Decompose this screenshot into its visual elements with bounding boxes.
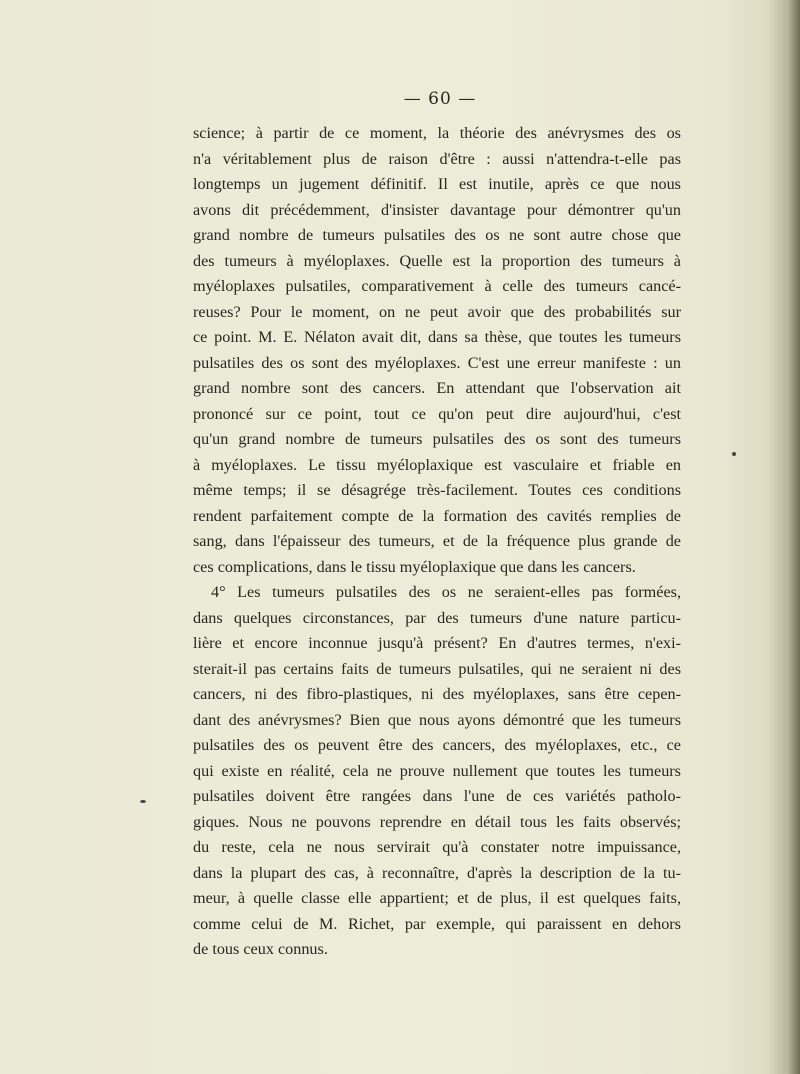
ink-spot <box>732 452 736 456</box>
text-line: qui existe en réalité, cela ne prouve nullement que toutes les tumeurs <box>193 761 681 780</box>
text-line: cancers, ni des fibro-plastiques, ni des myéloplaxes, sans être cepen- <box>193 685 681 703</box>
text-line: n'a véritablement plus de raison d'être : aussi n'attendra-t-elle pas <box>193 149 681 168</box>
text-line: longtemps un jugement définitif. Il est inutile, après ce que nous <box>193 175 681 193</box>
text-line: 4° Les tumeurs pulsatiles des os ne seraient-elles pas formées, <box>211 583 681 601</box>
text-line: pulsatiles doivent être rangées dans l'une de ces variétés patholo- <box>193 787 681 805</box>
text-line: ces complications, dans le tissu myéloplaxique que dans les cancers. <box>193 557 636 576</box>
text-line: des tumeurs à myéloplaxes. Quelle est la proportion des tumeurs à <box>193 251 681 270</box>
text-line: sterait-il pas certains faits de tumeurs pulsatiles, qui ne seraient ni des <box>193 659 681 678</box>
text-line: grand nombre sont des cancers. En attendant que l'observation ait <box>193 379 681 397</box>
text-line: giques. Nous ne pouvons reprendre en détail tous les faits observés; <box>193 812 681 831</box>
text-line: lière et encore inconnue jusqu'à présent? En d'autres termes, n'exi- <box>193 634 681 652</box>
text-line: grand nombre de tumeurs pulsatiles des os ne sont autre chose que <box>193 226 681 244</box>
text-line: myéloplaxes pulsatiles, comparativement à celle des tumeurs cancé- <box>193 277 681 295</box>
body-text <box>193 121 681 963</box>
text-line: science; à partir de ce moment, la théorie des anévrysmes des os <box>193 124 681 142</box>
text-line: meur, à quelle classe elle appartient; et de plus, il est quelques faits, <box>193 889 681 907</box>
text-line: ce point. M. E. Nélaton avait dit, dans sa thèse, que toutes les tumeurs <box>193 328 681 346</box>
text-line: même temps; il se désagrége très-facilement. Toutes ces conditions <box>193 481 681 499</box>
text-line: dant des anévrysmes? Bien que nous ayons démontré que les tumeurs <box>193 710 681 729</box>
text-line: dans la plupart des cas, à reconnaître, d'après la description de la tu- <box>193 863 681 882</box>
text-line: rendent parfaitement compte de la formation des cavités remplies de <box>193 506 681 525</box>
text-line: du reste, cela ne nous servirait qu'à constater notre impuissance, <box>193 838 681 856</box>
text-line: avons dit précédemment, d'insister davantage pour démontrer qu'un <box>193 200 681 219</box>
text-line: qu'un grand nombre de tumeurs pulsatiles des os sont des tumeurs <box>193 430 681 448</box>
text-line: pulsatiles des os sont des myéloplaxes. C'est une erreur manifeste : un <box>193 353 681 372</box>
text-line: prononcé sur ce point, tout ce qu'on peut dire aujourd'hui, c'est <box>193 404 681 423</box>
text-line: reuses? Pour le moment, on ne peut avoir que des probabilités sur <box>193 302 681 321</box>
text-line: à myéloplaxes. Le tissu myéloplaxique est vasculaire et friable en <box>193 455 681 474</box>
text-line: de tous ceux connus. <box>193 940 328 958</box>
text-line: sang, dans l'épaisseur des tumeurs, et de la fréquence plus grande de <box>193 532 681 550</box>
text-line: pulsatiles des os peuvent être des cancers, des myéloplaxes, etc., ce <box>193 736 681 754</box>
page-number: — 60 — <box>403 89 477 109</box>
ink-spot <box>140 800 146 803</box>
text-line: comme celui de M. Richet, par exemple, qui paraissent en dehors <box>193 914 681 933</box>
text-line: dans quelques circonstances, par des tumeurs d'une nature particu- <box>193 608 681 627</box>
